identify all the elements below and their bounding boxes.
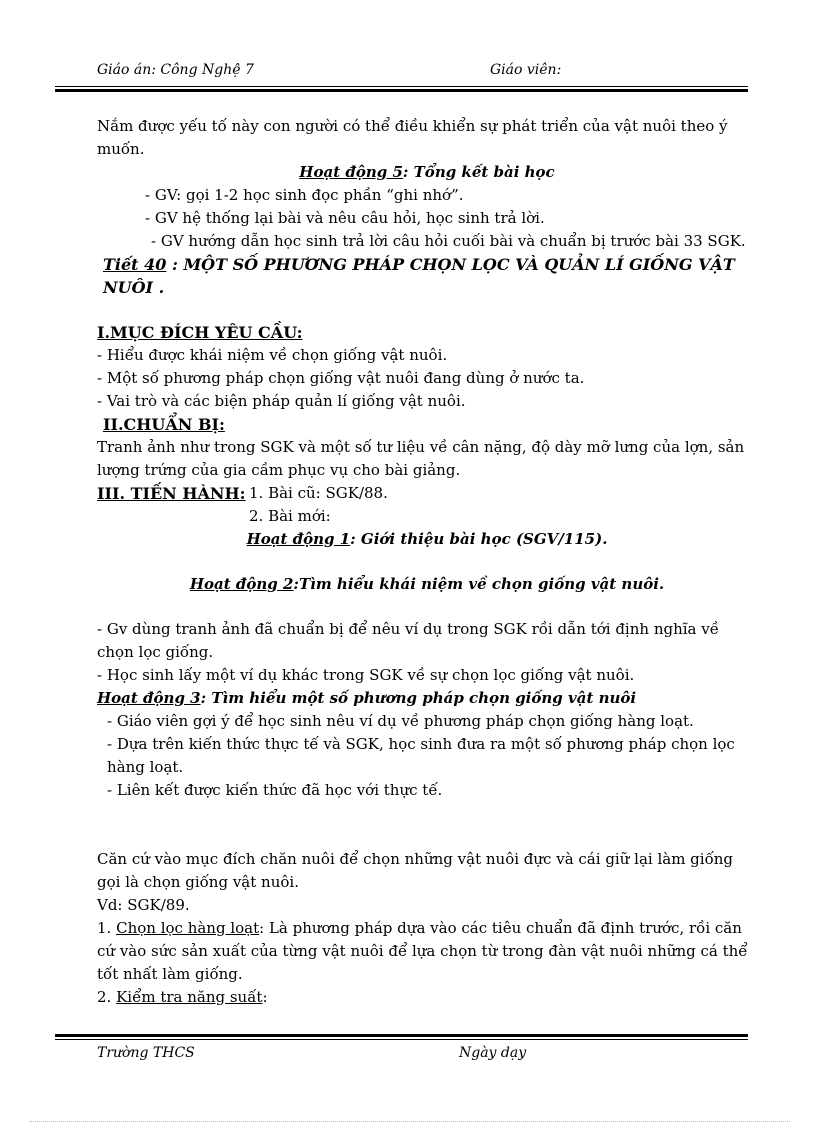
section-3-item: 2. Bài mới: [249,507,331,525]
section-1-item: - Hiểu được khái niệm về chọn giống vật nuôi. [97,346,448,364]
activity-3-item: - Dựa trên kiến thức thực tế và SGK, học sinh đưa ra một số phương pháp chọn lọc hàng loạt. [107,735,735,776]
section-2-text: Tranh ảnh như trong SGK và một số tư liệu về cân nặng, độ dày mỡ lưng của lợn, sản lượng trứng của gia cầm phục vụ cho bài giảng. [97,438,745,479]
activity-5-heading: Hoạt động 5: Tổng kết bài học [299,163,555,181]
lesson-title: Tiết 40 : MỘT SỐ PHƯƠNG PHÁP CHỌN LỌC VÀ QUẢN LÍ GIỐNG VẬT NUÔI . [103,255,735,297]
header-rule-thick [55,89,748,92]
definition-paragraph: Căn cứ vào mục đích chăn nuôi để chọn những vật nuôi đực và cái giữ lại làm giống gọi là chọn giống vật nuôi. [97,850,734,891]
section-2-title: II.CHUẨN BỊ: [103,415,225,434]
footer-school: Trường THCS [97,1045,195,1061]
activity-5-item: - GV hệ thống lại bài và nêu câu hỏi, học sinh trả lời. [145,209,545,227]
section-3-title: III. TIẾN HÀNH: [97,484,246,503]
section-1-item: - Một số phương pháp chọn giống vật nuôi đang dùng ở nước ta. [97,369,585,387]
activity-2-item: - Gv dùng tranh ảnh đã chuẩn bị để nêu ví dụ trong SGK rồi dẫn tới định nghĩa về chọn lọc giống. [97,620,719,661]
page-footer [97,1045,747,1065]
header-subject: Giáo án: Công Nghệ 7 [97,62,254,78]
activity-5-item: - GV hướng dẫn học sinh trả lời câu hỏi cuối bài và chuẩn bị trước bài 33 SGK. [151,232,746,250]
activity-2-item: - Học sinh lấy một ví dụ khác trong SGK về sự chọn lọc giống vật nuôi. [97,666,635,684]
activity-3-item: - Liên kết được kiến thức đã học với thực tế. [107,781,443,799]
document-body [97,115,757,1009]
method-1: 1. Chọn lọc hàng loạt: Là phương pháp dựa vào các tiêu chuẩn đã định trước, rồi căn cứ vào sức sản xuất của từng vật nuôi để lựa chọn từ trong đàn vật nuôi những cá thể tốt nhất làm giống. [97,919,748,983]
page-edge-divider [30,1121,790,1122]
section-3-item: 1. Bài cũ: SGK/88. [249,484,388,502]
activity-1-heading: Hoạt động 1: Giới thiệu bài học (SGV/115). [246,530,608,548]
header-rule-thin [55,86,748,87]
page-header [97,62,747,82]
section-3-row [97,482,757,505]
header-teacher: Giáo viên: [490,62,562,78]
section-1-item: - Vai trò và các biện pháp quản lí giống vật nuôi. [97,392,466,410]
section-1-title: I.MỤC ĐÍCH YÊU CẦU: [97,323,303,342]
footer-date: Ngày dạy [459,1045,527,1061]
footer-rule-thin [55,1039,748,1040]
footer-rule-thick [55,1034,748,1037]
activity-2-heading: Hoạt động 2:Tìm hiểu khái niệm về chọn giống vật nuôi. [189,575,665,593]
activity-3-heading: Hoạt động 3: Tìm hiểu một số phương pháp chọn giống vật nuôi [97,689,637,707]
activity-3-item: - Giáo viên gợi ý để học sinh nêu ví dụ về phương pháp chọn giống hàng loạt. [107,712,694,730]
intro-paragraph: Nắm được yếu tố này con người có thể điều khiển sự phát triển của vật nuôi theo ý muốn. [97,117,728,158]
method-2: 2. Kiểm tra năng suất: [97,988,268,1006]
activity-5-item: - GV: gọi 1-2 học sinh đọc phần “ghi nhớ”. [145,186,464,204]
example-ref: Vd: SGK/89. [97,896,190,914]
